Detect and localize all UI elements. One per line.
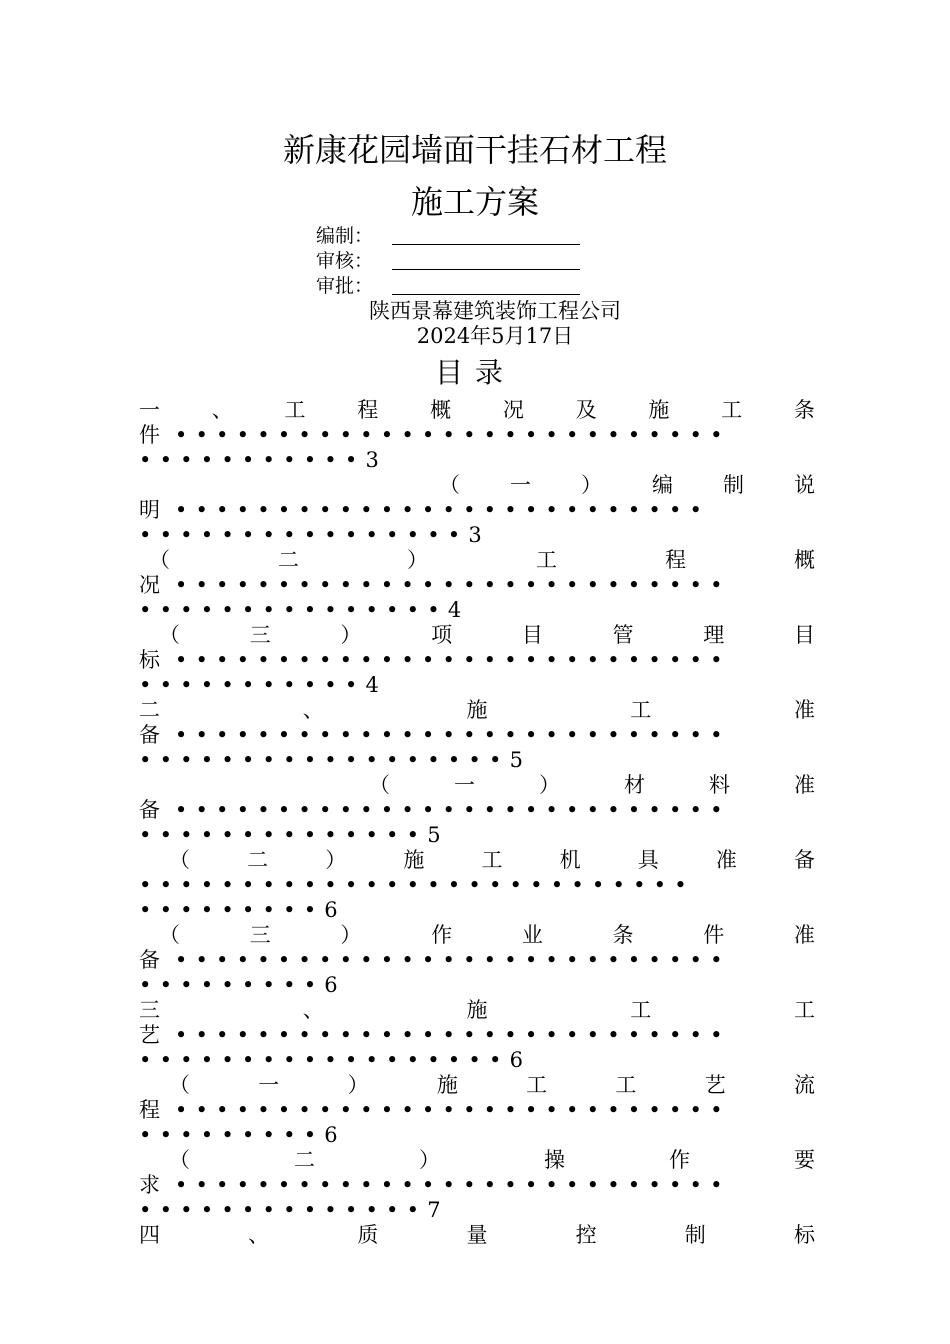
toc-entry-char: 准 [793, 923, 815, 947]
toc-entry-char: （ [369, 773, 390, 797]
toc-leader-dots: ••••••••••••••••••••••••••• [160, 573, 731, 597]
toc-entry-leader [139, 1173, 815, 1198]
toc-entry-char: 四 [139, 1223, 160, 1247]
toc-entry-char: 概 [430, 398, 452, 422]
toc-leader-dots: ••••••••••••••••••••••••••• [160, 1173, 731, 1197]
toc-entry-heading[interactable] [159, 623, 815, 648]
toc-entry-heading[interactable] [139, 398, 815, 423]
toc-page-number[interactable]: 6 [324, 898, 338, 922]
toc-entry-tail: 备 [139, 723, 160, 747]
toc-entry-char: 工 [630, 998, 652, 1022]
toc-leader-dots: ••••••••••••••••••••••••••• [139, 873, 695, 897]
toc-entry-page-line [139, 523, 815, 548]
toc-entry-page-line [139, 1198, 815, 1223]
toc-entry-char: 编 [652, 473, 673, 497]
toc-leader-dots: ••••••••••••••••••••••••••• [160, 723, 731, 747]
toc-entry-char: 管 [612, 623, 634, 647]
toc-entry-char: 概 [794, 548, 815, 572]
toc-entry-char: 质 [357, 1223, 379, 1247]
toc-entry-page-line [139, 898, 815, 923]
toc-entry-leader [139, 873, 815, 898]
toc-entry-page-line [139, 973, 815, 998]
signature-label: 审核： [316, 250, 374, 272]
toc-entry-leader [139, 498, 815, 523]
toc-entry-char: 三 [249, 623, 271, 647]
company-name: 陕西景幕建筑装饰工程公司 [369, 299, 621, 323]
toc-leader-dots: ••••••••••• [139, 448, 366, 472]
toc-entry-char: 说 [794, 473, 815, 497]
toc-entry-char: 二 [139, 698, 160, 722]
toc-entry-char: 准 [794, 698, 815, 722]
toc-entry-char: ） [340, 923, 362, 947]
toc-leader-dots: •••••••••••••••• [139, 523, 469, 547]
toc-entry-char: ） [347, 1073, 369, 1097]
toc-entry-leader [139, 723, 815, 748]
toc-entry-char: ） [325, 848, 347, 872]
toc-entry-char: 工 [284, 398, 306, 422]
toc-entry-char: 件 [703, 923, 725, 947]
toc-entry-char: 业 [521, 923, 543, 947]
toc-entry-page-line [139, 598, 815, 623]
toc-entry-char: 施 [466, 698, 488, 722]
toc-entry-char: ） [419, 1148, 440, 1172]
toc-entry-char: 目 [521, 623, 543, 647]
toc-entry-leader [139, 573, 815, 598]
toc-entry-page-line [139, 1048, 815, 1073]
toc-page-number[interactable]: 3 [468, 523, 482, 547]
toc-entry-page-line [139, 448, 815, 473]
toc-entry-char: 艺 [704, 1073, 726, 1097]
toc-entry-leader [139, 648, 815, 673]
toc-entry-char: （ [169, 848, 190, 872]
signature-label: 审批： [316, 275, 374, 297]
toc-entry-char: 流 [793, 1073, 815, 1097]
toc-entry-tail: 标 [139, 648, 160, 672]
toc-leader-dots: ••••••••••••••• [139, 598, 448, 622]
toc-entry-heading[interactable] [169, 1148, 815, 1173]
toc-entry-heading[interactable] [369, 773, 815, 798]
toc-leader-dots: ••••••••• [139, 1123, 325, 1147]
toc-entry-char: 工 [794, 998, 815, 1022]
toc-entry-char: 三 [249, 923, 271, 947]
toc-entry-char: 、 [248, 1223, 270, 1247]
toc-entry-heading[interactable] [139, 1223, 815, 1248]
toc-page-number[interactable]: 3 [365, 448, 379, 472]
toc-leader-dots: ••••••••••••••••••••••••••• [160, 1023, 731, 1047]
toc-entry-char: 、 [302, 998, 324, 1022]
toc-leader-dots: •••••••••••••••••• [139, 1048, 510, 1072]
toc-entry-char: ） [407, 548, 428, 572]
toc-entry-char: 条 [612, 923, 634, 947]
toc-entry-tail: 程 [139, 1098, 160, 1122]
toc-entry-char: 准 [715, 848, 737, 872]
signature-label: 编制： [316, 225, 374, 247]
document-title-line2: 施工方案 [410, 183, 539, 221]
toc-page-number[interactable]: 4 [365, 673, 379, 697]
toc-entry-char: 材 [624, 773, 645, 797]
toc-entry-char: 三 [139, 998, 160, 1022]
toc-entry-heading[interactable] [139, 698, 815, 723]
toc-entry-char: 标 [793, 1223, 815, 1247]
toc-page-number[interactable]: 5 [509, 748, 523, 772]
signature-row-approve [316, 274, 392, 298]
toc-leader-dots: ••••••••••••••••••••••••••• [160, 948, 731, 972]
toc-entry-tail: 求 [139, 1173, 160, 1197]
toc-entry-tail: 备 [139, 948, 160, 972]
toc-page-number[interactable]: 5 [427, 823, 441, 847]
toc-entry-heading[interactable] [439, 473, 815, 498]
toc-entry-heading[interactable] [139, 998, 815, 1023]
toc-entry-heading[interactable] [149, 548, 815, 573]
toc-entry-char: 控 [575, 1223, 597, 1247]
toc-leader-dots: ••••••••••••••••••••••••••• [160, 798, 731, 822]
toc-entry-char: 理 [703, 623, 725, 647]
toc-page-number[interactable]: 4 [447, 598, 462, 622]
signature-line [392, 294, 580, 295]
toc-entry-char: 施 [403, 848, 425, 872]
toc-leader-dots: ••••••••• [139, 973, 325, 997]
toc-entry-char: 量 [466, 1223, 488, 1247]
toc-entry-char: 要 [794, 1148, 815, 1172]
toc-entry-char: 一 [510, 473, 531, 497]
document-title-line1: 新康花园墙面干挂石材工程 [282, 131, 667, 169]
toc-entry-char: 目 [793, 623, 815, 647]
toc-page-number[interactable]: 6 [509, 1048, 523, 1072]
toc-entry-page-line [139, 1123, 815, 1148]
toc-entry-heading[interactable] [159, 923, 815, 948]
toc-page-number[interactable]: 6 [324, 1123, 338, 1147]
toc-entry-page-line [139, 673, 815, 698]
toc-leader-dots: •••••••••••••• [139, 823, 428, 847]
toc-page-number[interactable]: 6 [324, 973, 338, 997]
toc-entry-char: （ [149, 548, 170, 572]
toc-entry-char: （ [159, 923, 180, 947]
signature-row-review [316, 249, 392, 273]
toc-entry-char: 工 [721, 398, 743, 422]
toc-entry-char: 二 [294, 1148, 315, 1172]
toc-entry-char: 备 [794, 848, 815, 872]
toc-entry-char: 工 [630, 698, 652, 722]
toc-entry-char: ） [581, 473, 602, 497]
toc-entry-char: 一 [258, 1073, 280, 1097]
toc-entry-char: 作 [669, 1148, 690, 1172]
toc-entry-leader [139, 948, 815, 973]
toc-entry-char: （ [439, 473, 460, 497]
toc-entry-leader [139, 1098, 815, 1123]
toc-entry-char: 准 [794, 773, 815, 797]
signature-row-compile [316, 224, 392, 248]
signature-line [392, 244, 580, 245]
toc-entry-char: 工 [526, 1073, 548, 1097]
toc-leader-dots: ••••••••••••••••••••••••••• [160, 648, 731, 672]
toc-entry-char: 制 [684, 1223, 706, 1247]
document-date: 2024年5月17日 [416, 324, 574, 348]
toc-entry-char: 二 [278, 548, 299, 572]
toc-entry-char: （ [169, 1148, 190, 1172]
toc-page-number[interactable]: 7 [427, 1198, 441, 1222]
toc-title: 目录 [434, 356, 515, 389]
toc-leader-dots: ••••••••••••••••••••••••••• [160, 1098, 731, 1122]
toc-entry-char: 及 [575, 398, 597, 422]
toc-entry-char: 条 [793, 398, 815, 422]
toc-leader-dots: •••••••••••••••••• [139, 748, 510, 772]
toc-entry-char: （ [169, 1073, 190, 1097]
toc-entry-tail: 况 [139, 573, 160, 597]
toc-entry-tail: 明 [139, 498, 160, 522]
toc-entry-char: 项 [431, 623, 453, 647]
toc-entry-char: 施 [466, 998, 488, 1022]
toc-entry-leader [139, 798, 815, 823]
signature-line [392, 269, 580, 270]
toc-entry-leader [139, 1023, 815, 1048]
toc-entry-tail: 艺 [139, 1023, 160, 1047]
toc-entry-char: 、 [211, 398, 233, 422]
toc-entry-char: 操 [544, 1148, 565, 1172]
toc-entry-char: （ [159, 623, 180, 647]
toc-entry-char: 机 [559, 848, 581, 872]
toc-entry-char: 施 [436, 1073, 458, 1097]
toc-entry-char: 、 [302, 698, 324, 722]
toc-entry-heading[interactable] [169, 1073, 815, 1098]
toc-leader-dots: ••••••••••••••••••••••••••• [160, 423, 731, 447]
toc-entry-char: 二 [247, 848, 269, 872]
toc-entry-tail: 件 [139, 423, 160, 447]
toc-entry-char: 程 [357, 398, 379, 422]
toc-entry-char: 工 [615, 1073, 637, 1097]
toc-entry-page-line [139, 823, 815, 848]
toc-entry-char: ） [340, 623, 362, 647]
toc-entry-char: 一 [454, 773, 475, 797]
toc-entry-char: 料 [709, 773, 730, 797]
toc-entry-char: 工 [481, 848, 503, 872]
toc-entry-char: 程 [665, 548, 686, 572]
toc-entry-char: 作 [431, 923, 453, 947]
toc-leader-dots: ••••••••• [139, 898, 325, 922]
toc-leader-dots: ••••••••••• [139, 673, 366, 697]
toc-entry-tail: 备 [139, 798, 160, 822]
toc-entry-char: ） [539, 773, 560, 797]
toc-leader-dots: •••••••••••••• [139, 1198, 428, 1222]
toc-entry-char: 一 [139, 398, 160, 422]
toc-entry-char: 具 [637, 848, 659, 872]
toc-entry-char: 施 [648, 398, 670, 422]
toc-entry-char: 工 [536, 548, 557, 572]
toc-leader-dots: •••••••••••••••••••••••••• [160, 498, 711, 522]
toc-entry-heading[interactable] [169, 848, 815, 873]
toc-entry-char: 况 [502, 398, 524, 422]
toc-entry-page-line [139, 748, 815, 773]
toc-entry-char: 制 [723, 473, 744, 497]
toc-entry-leader [139, 423, 815, 448]
